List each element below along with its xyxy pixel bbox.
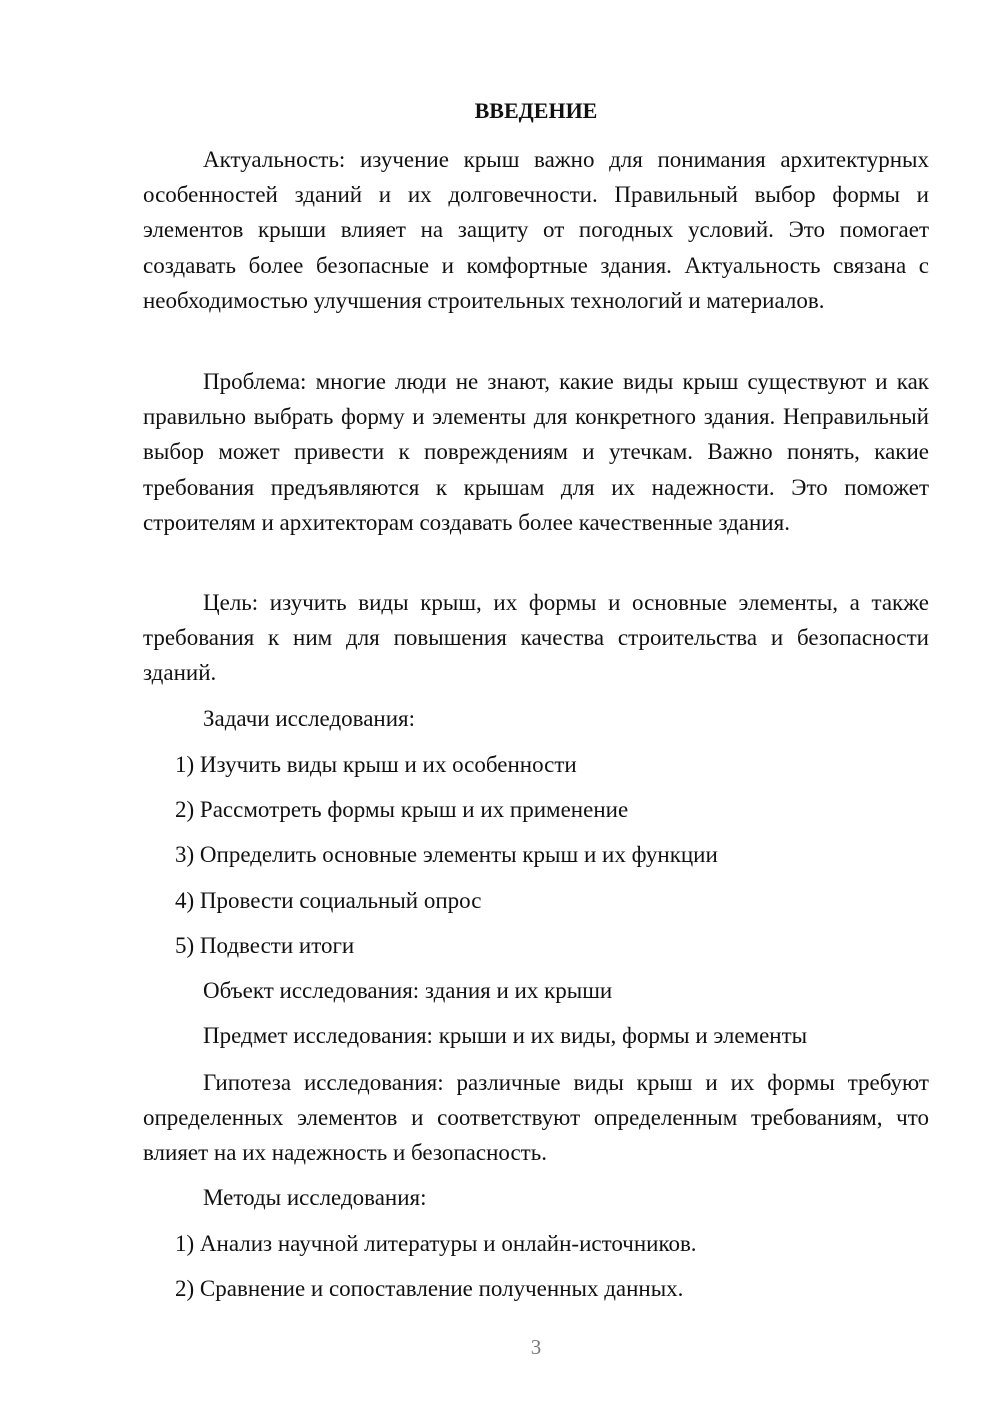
subject-line: Предмет исследования: крыши и их виды, формы и элементы [203,1023,808,1048]
task-item: 3) Определить основные элементы крыш и их функции [175,842,718,867]
problem-paragraph: Проблема: многие люди не знают, какие виды крыш существуют и как правильно выбрать форму и элементы для конкретного здания. Неправильный выбор может привести к повреждениям и утечкам. Важно понять, какие требования предъявляются к крышам для их надежности. Это поможет строителям и архитекторам создавать более качественные здания. [143,369,929,535]
task-item: 2) Рассмотреть формы крыш и их применение [175,797,629,822]
task-item: 4) Провести социальный опрос [175,888,482,913]
page-title: ВВЕДЕНИЕ [474,98,598,123]
method-item: 2) Сравнение и сопоставление полученных данных. [175,1276,684,1301]
method-item: 1) Анализ научной литературы и онлайн-источников. [175,1231,697,1256]
task-item: 1) Изучить виды крыш и их особенности [175,752,577,777]
object-line: Объект исследования: здания и их крыши [203,978,613,1003]
methods-heading: Методы исследования: [203,1185,427,1210]
relevance-paragraph: Актуальность: изучение крыш важно для понимания архитектурных особенностей зданий и их долговечности. Правильный выбор формы и элементов крыши влияет на защиту от погодных условий. Это помогает создавать более безопасные и комфортные здания. Актуальность связана с необходимостью улучшения строительных технологий и материалов. [143,147,929,313]
page-number: 3 [530,1335,542,1359]
goal-paragraph: Цель: изучить виды крыш, их формы и основные элементы, а также требования к ним для повышения качества строительства и безопасности зданий. [143,590,929,686]
tasks-heading: Задачи исследования: [203,706,416,731]
task-item: 5) Подвести итоги [175,933,355,958]
hypothesis-paragraph: Гипотеза исследования: различные виды крыш и их формы требуют определенных элементов и соответствуют определенным требованиям, что влияет на их надежность и безопасность. [143,1070,929,1166]
